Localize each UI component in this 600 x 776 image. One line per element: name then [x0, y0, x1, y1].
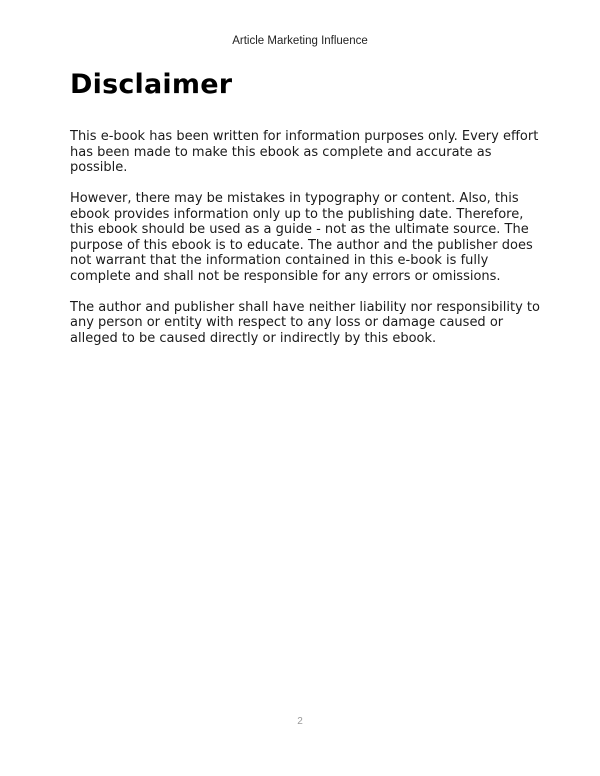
page-number: 2	[297, 716, 303, 727]
paragraph: This e-book has been written for information purposes only. Every effort has been made to make this ebook as complete and accurate as possible.	[70, 129, 539, 175]
disclaimer-body	[70, 129, 540, 362]
paragraph: However, there may be mistakes in typography or content. Also, this ebook provides information only up to the publishing date. Therefore, this ebook should be used as a guide - not as the ultimate source. The purpose of this ebook is to educate. The author and the publisher does not warrant that the information contained in this e-book is fully complete and shall not be responsible for any errors or omissions.	[70, 191, 533, 284]
paragraph: The author and publisher shall have neither liability nor responsibility to any person or entity with respect to any loss or damage caused or alleged to be caused directly or indirectly by this ebook.	[70, 299, 540, 346]
page-title: Disclaimer	[70, 69, 233, 100]
running-header: Article Marketing Influence	[232, 35, 368, 47]
